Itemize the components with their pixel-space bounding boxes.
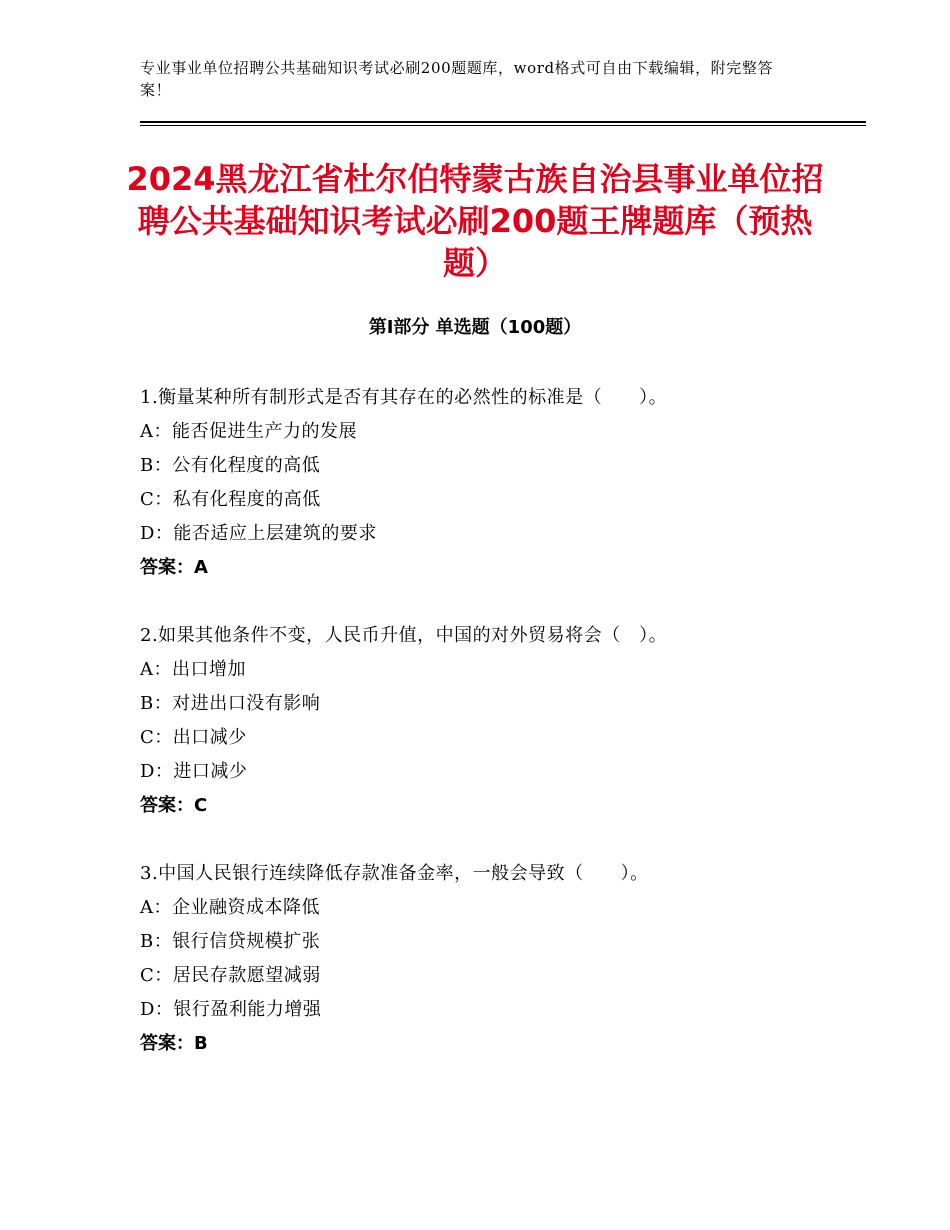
option-a: A：出口增加 [140,659,246,680]
question-list [140,381,840,1095]
question-stem: 3.中国人民银行连续降低存款准备金率，一般会导致（ ）。 [140,863,649,884]
header-note: 专业事业单位招聘公共基础知识考试必刷200题题库，word格式可自由下载编辑，附完整答案！ [140,59,774,99]
question-1 [140,381,840,585]
answer: 答案：B [140,1033,208,1054]
option-b: B：对进出口没有影响 [140,693,321,714]
option-d: D：银行盈利能力增强 [140,999,322,1020]
question-stem: 2.如果其他条件不变，人民币升值，中国的对外贸易将会（ ）。 [140,625,668,646]
option-d: D：能否适应上层建筑的要求 [140,523,377,544]
answer: 答案：C [140,795,208,816]
answer: 答案：A [140,557,208,578]
option-b: B：银行信贷规模扩张 [140,931,321,952]
option-c: C：居民存款愿望减弱 [140,965,321,986]
option-d: D：进口减少 [140,761,248,782]
document-title: 2024黑龙江省杜尔伯特蒙古族自治县事业单位招聘公共基础知识考试必刷200题王牌题库（预热题） [126,160,824,282]
option-a: A：企业融资成本降低 [140,897,320,918]
header-rule-thin [140,125,866,126]
header-rule-thick [140,121,866,123]
option-a: A：能否促进生产力的发展 [140,421,357,442]
question-stem: 1.衡量某种所有制形式是否有其存在的必然性的标准是（ ）。 [140,387,668,408]
option-b: B：公有化程度的高低 [140,455,321,476]
option-c: C：出口减少 [140,727,247,748]
option-c: C：私有化程度的高低 [140,489,321,510]
section-heading: 第I部分 单选题（100题） [368,317,582,338]
question-3 [140,857,840,1061]
question-2 [140,619,840,823]
